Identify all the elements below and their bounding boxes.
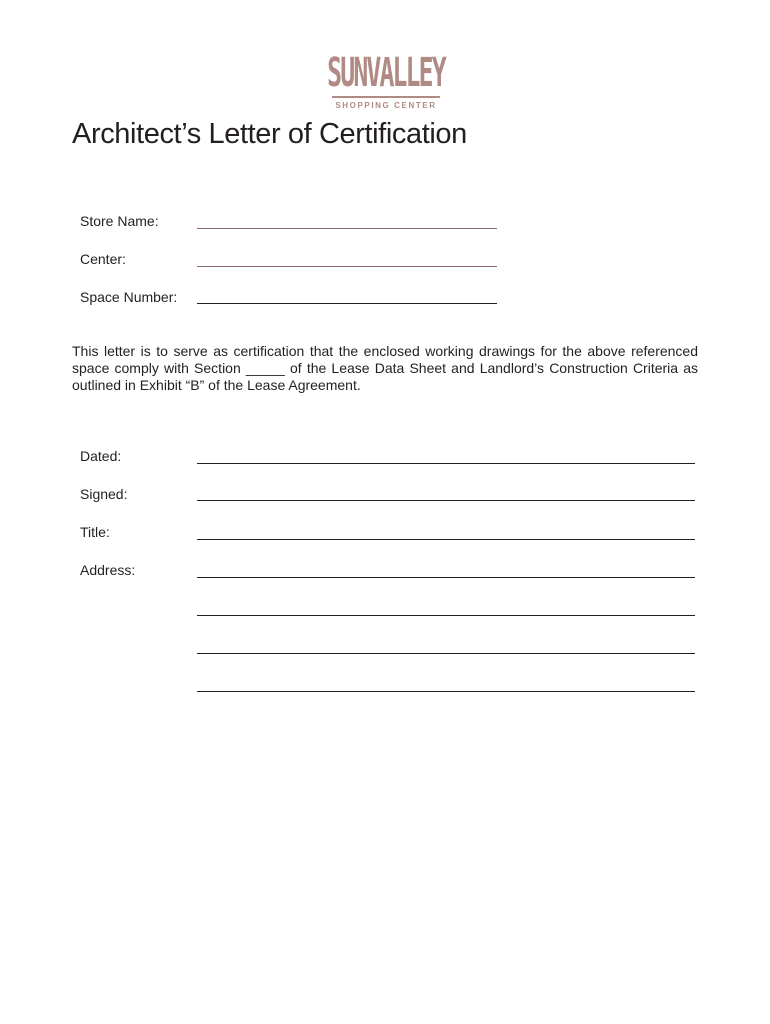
sunvalley-logo bbox=[327, 50, 445, 110]
logo-divider bbox=[332, 96, 440, 98]
title-label: Title: bbox=[80, 524, 110, 540]
address-field-line-4[interactable] bbox=[197, 691, 695, 692]
address-field-line-1[interactable] bbox=[197, 577, 695, 578]
signed-field[interactable] bbox=[197, 500, 695, 501]
page-title: Architect’s Letter of Certification bbox=[72, 118, 467, 150]
store-name-label: Store Name: bbox=[80, 213, 159, 229]
certification-text: This letter is to serve as certification that the enclosed working drawings for the above referenced space comply with Section _____ of the Lease Data Sheet and Landlord’s Construction Criteria as outlined in Exhibit “B” of the Lease Agreement. bbox=[72, 343, 698, 393]
center-field[interactable] bbox=[197, 266, 497, 267]
space-number-label: Space Number: bbox=[80, 289, 178, 305]
address-label: Address: bbox=[80, 562, 136, 578]
address-field-line-3[interactable] bbox=[197, 653, 695, 654]
logo-subtitle: SHOPPING CENTER bbox=[335, 101, 437, 110]
address-field-line-2[interactable] bbox=[197, 615, 695, 616]
dated-label: Dated: bbox=[80, 448, 122, 464]
signed-label: Signed: bbox=[80, 486, 128, 502]
title-field[interactable] bbox=[197, 539, 695, 540]
dated-field[interactable] bbox=[197, 463, 695, 464]
logo-wordmark: SUNVALLEY bbox=[327, 50, 445, 96]
space-number-field[interactable] bbox=[197, 303, 497, 304]
store-name-field[interactable] bbox=[197, 228, 497, 229]
center-label: Center: bbox=[80, 251, 126, 267]
